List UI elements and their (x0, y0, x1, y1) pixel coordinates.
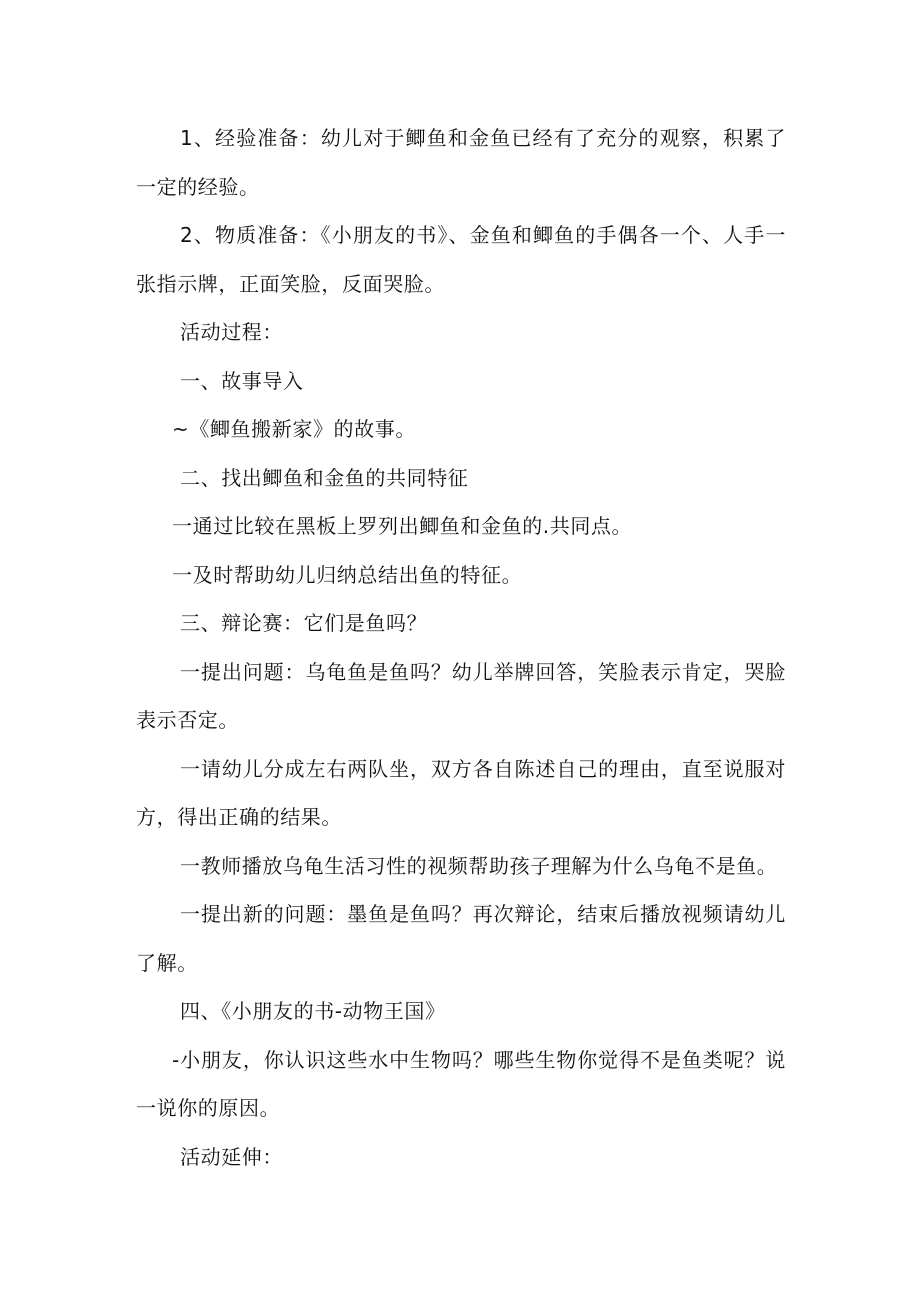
paragraph-turtle-video: 一教师播放乌龟生活习性的视频帮助孩子理解为什么乌龟不是鱼。 (180, 853, 778, 878)
paragraph-material-prep: 2、物质准备：《小朋友的书》、金鱼和鲫鱼的手偶各一个、人手一张指示牌，正面笑脸，反面哭脸。 (136, 223, 786, 296)
heading-activity-extension: 活动延伸： (180, 1144, 283, 1169)
paragraph-story-title: ~《鲫鱼搬新家》的故事。 (172, 417, 416, 441)
heading-debate: 三、辩论赛：它们是鱼吗？ (180, 611, 428, 635)
paragraph-cuttlefish-question: 一提出新的问题：墨鱼是鱼吗？再次辩论，结束后播放视频请幼儿了解。 (136, 902, 786, 975)
heading-story-intro: 一、故事导入 (180, 368, 304, 393)
paragraph-water-creatures: -小朋友，你认识这些水中生物吗？哪些生物你觉得不是鱼类呢？说一说你的原因。 (136, 1047, 786, 1120)
paragraph-experience-prep: 1、经验准备：幼儿对于鲫鱼和金鱼已经有了充分的观察，积累了一定的经验。 (136, 126, 786, 199)
paragraph-turtle-question: 一提出问题：乌龟鱼是鱼吗？幼儿举牌回答，笑脸表示肯定，哭脸表示否定。 (136, 659, 786, 732)
paragraph-summarize-features: 一及时帮助幼儿归纳总结出鱼的特征。 (172, 562, 523, 587)
heading-animal-kingdom: 四、《小朋友的书-动物王国》 (180, 999, 446, 1023)
heading-activity-process: 活动过程： (180, 320, 283, 344)
paragraph-two-teams: 一请幼儿分成左右两队坐，双方各自陈述自己的理由，直至说服对方，得出正确的结果。 (136, 756, 786, 829)
document-body (136, 114, 786, 1181)
heading-common-features: 二、找出鲫鱼和金鱼的共同特征 (180, 465, 469, 490)
paragraph-compare-blackboard: 一通过比较在黑板上罗列出鲫鱼和金鱼的.共同点。 (172, 514, 633, 538)
